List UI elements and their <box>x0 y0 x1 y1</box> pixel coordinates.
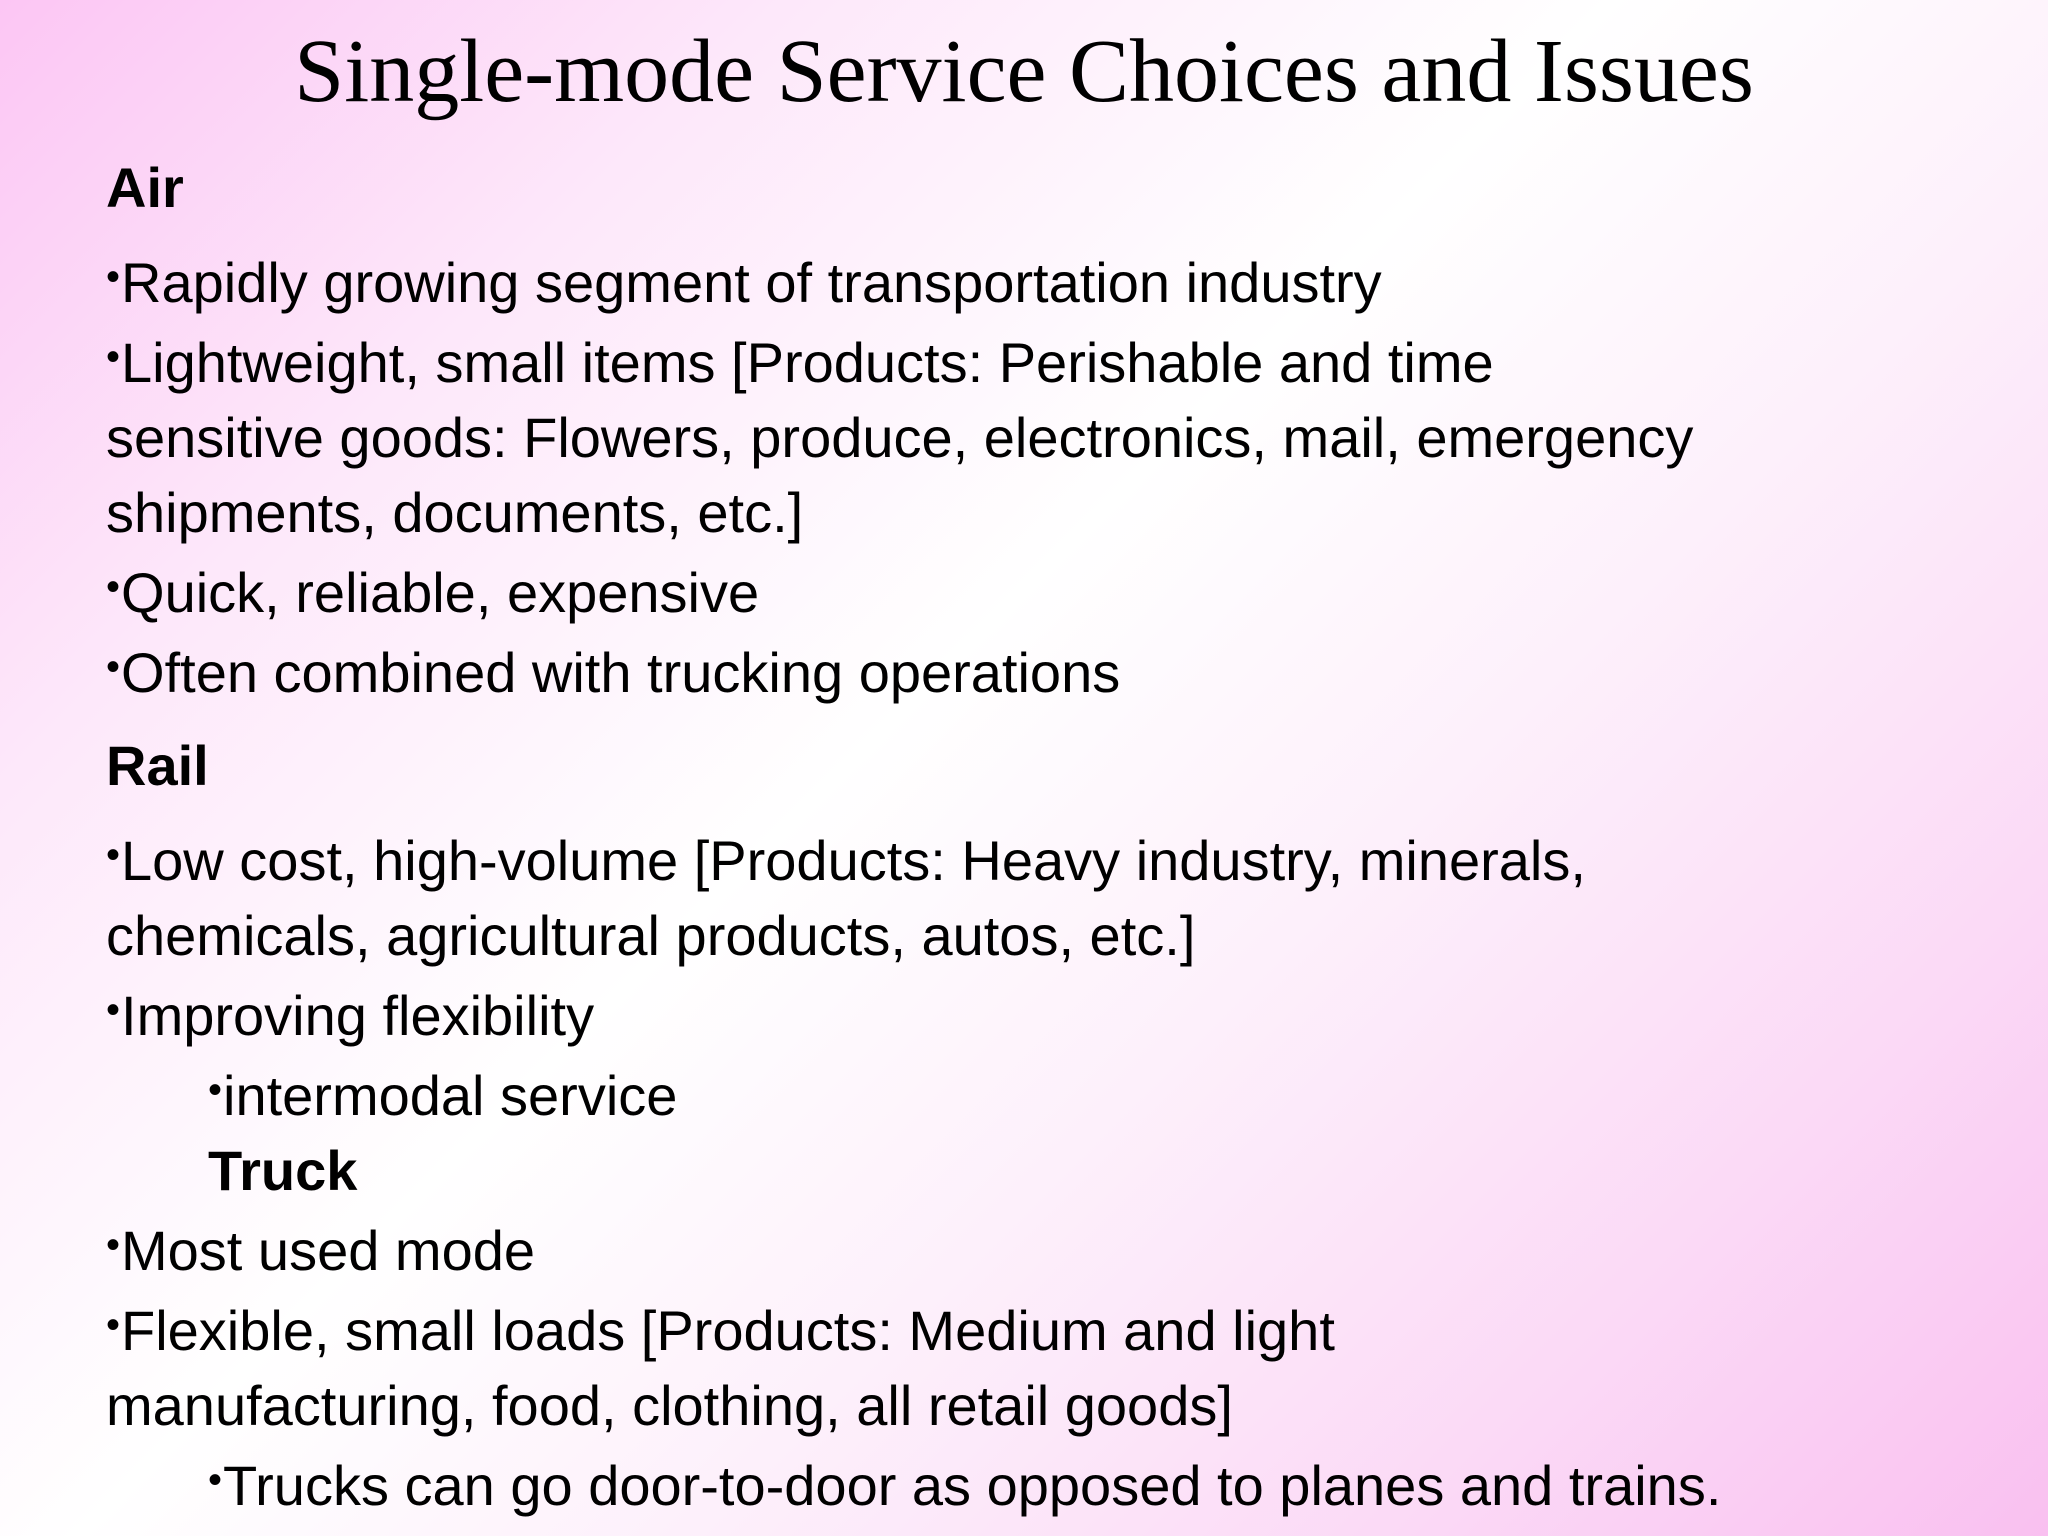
section-heading-air: Air <box>106 156 184 219</box>
truck-bullet-1: •Most used mode <box>106 1219 535 1282</box>
section-heading-rail: Rail <box>106 734 209 797</box>
bullet-icon: • <box>106 988 121 1032</box>
air-bullet-3: •Quick, reliable, expensive <box>106 561 760 624</box>
section-heading-truck: Truck <box>208 1139 358 1202</box>
air-bullet-1: •Rapidly growing segment of transportation industry <box>106 251 1382 314</box>
air-bullet-2-continuation: shipments, documents, etc.] <box>106 481 804 544</box>
air-bullet-2: •Lightweight, small items [Products: Perishable and time <box>106 331 1494 394</box>
bullet-icon: • <box>208 1458 223 1502</box>
rail-bullet-1: •Low cost, high-volume [Products: Heavy industry, minerals, <box>106 829 1586 892</box>
bullet-icon: • <box>208 1068 223 1112</box>
bullet-icon: • <box>106 1303 121 1347</box>
bullet-icon: • <box>106 255 121 299</box>
slide-body <box>106 150 1986 1523</box>
truck-sub-bullet-1: •Trucks can go door-to-door as opposed to planes and trains. <box>208 1454 1722 1517</box>
bullet-icon: • <box>106 1223 121 1267</box>
rail-bullet-1-continuation: chemicals, agricultural products, autos, etc.] <box>106 904 1196 967</box>
bullet-icon: • <box>106 565 121 609</box>
bullet-icon: • <box>106 335 121 379</box>
bullet-icon: • <box>106 645 121 689</box>
slide-title: Single-mode Service Choices and Issues <box>294 22 1754 121</box>
air-bullet-4: •Often combined with trucking operations <box>106 641 1121 704</box>
truck-bullet-2-continuation: manufacturing, food, clothing, all retail goods] <box>106 1374 1233 1437</box>
rail-bullet-2: •Improving flexibility <box>106 984 595 1047</box>
air-bullet-2-continuation: sensitive goods: Flowers, produce, electronics, mail, emergency <box>106 406 1694 469</box>
truck-bullet-2: •Flexible, small loads [Products: Medium and light <box>106 1299 1335 1362</box>
bullet-icon: • <box>106 833 121 877</box>
rail-sub-bullet-1: •intermodal service <box>208 1064 678 1127</box>
